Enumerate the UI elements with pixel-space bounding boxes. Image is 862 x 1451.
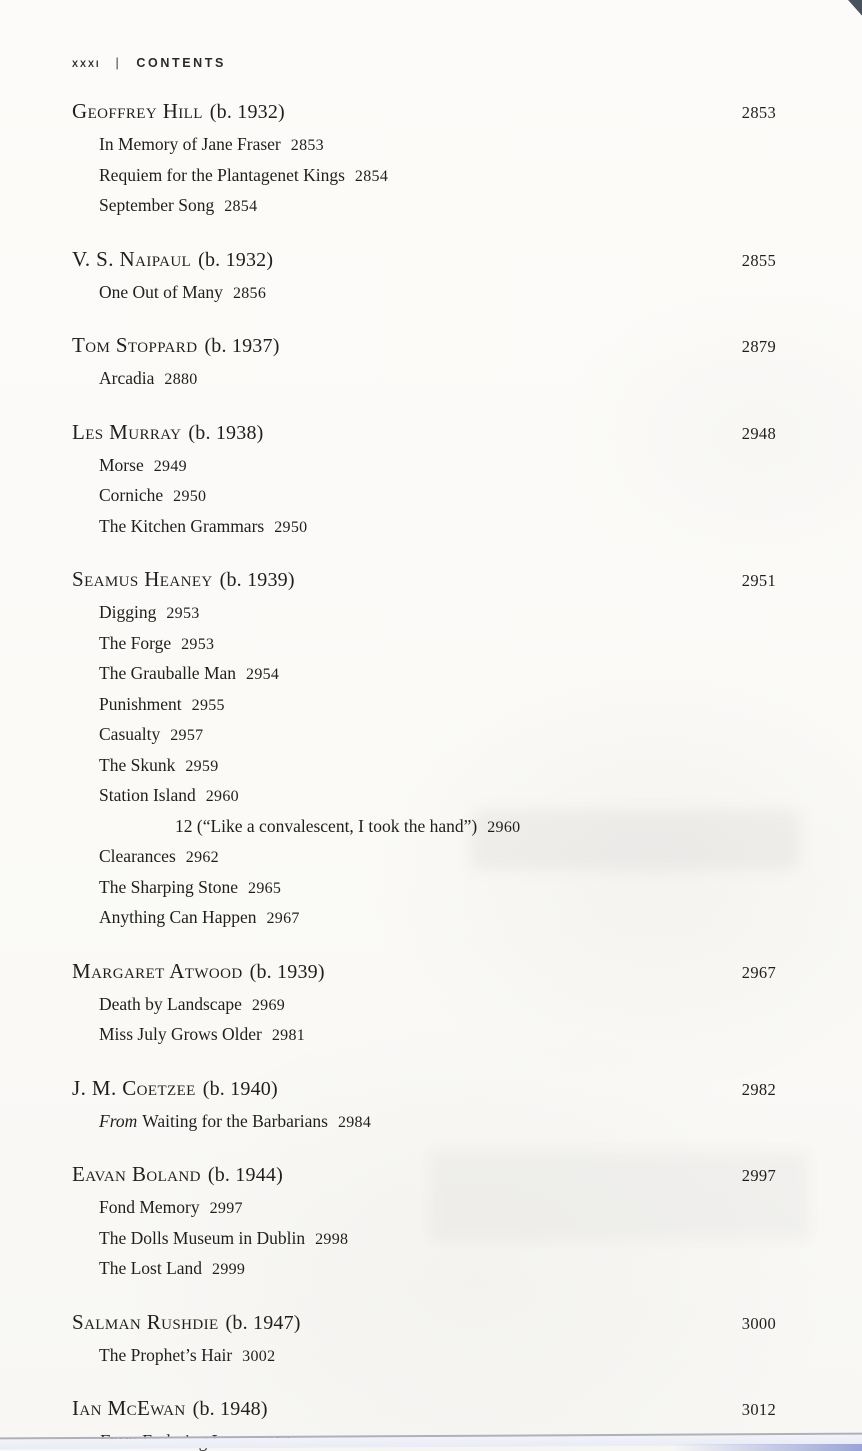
work-from-prefix: From — [99, 1110, 138, 1131]
author-page-number: 2951 — [741, 571, 776, 590]
author-page-number: 3000 — [741, 1313, 776, 1333]
author-page-number: 2948 — [741, 423, 776, 443]
toc-section — [72, 96, 776, 222]
work-entry — [99, 161, 776, 192]
work-list — [72, 598, 776, 934]
author-name: Tom Stoppard — [72, 333, 198, 357]
author-heading — [72, 1307, 776, 1339]
work-entry — [99, 451, 776, 482]
work-entry — [99, 720, 776, 751]
toc-section — [72, 330, 776, 395]
author-name: Seamus Heaney — [72, 567, 213, 591]
work-page-number: 2962 — [185, 849, 219, 866]
author-page-number: 2997 — [741, 1166, 776, 1185]
work-title: The Grauballe Man — [99, 663, 237, 683]
toc-section — [72, 1307, 776, 1372]
work-entry — [99, 278, 776, 309]
author-page-number: 2967 — [741, 962, 776, 982]
work-entry — [99, 781, 776, 812]
author-name: Eavan Boland — [72, 1162, 201, 1186]
work-title: In Memory of Jane Fraser — [99, 134, 281, 154]
work-entry — [99, 191, 776, 222]
work-page-number: 3002 — [242, 1347, 276, 1365]
work-title: One Out of Many — [99, 281, 223, 302]
work-title: The Skunk — [99, 754, 176, 775]
author-birth-year: (b. 1932) — [198, 248, 274, 271]
work-page-number: 2984 — [337, 1113, 372, 1131]
author-heading — [72, 956, 776, 988]
work-page-number: 2954 — [246, 666, 280, 683]
work-entry — [99, 659, 776, 690]
work-entry — [99, 130, 776, 161]
work-list — [72, 130, 776, 222]
work-title: The Lost Land — [99, 1258, 203, 1278]
work-title: Punishment — [99, 693, 182, 714]
work-entry — [99, 1020, 776, 1051]
work-title: The Prophet’s Hair — [99, 1344, 233, 1365]
author-name: J. M. Coetzee — [72, 1075, 196, 1100]
work-title: Anything Can Happen — [99, 907, 257, 927]
toc-section — [72, 417, 776, 543]
work-page-number: 2967 — [266, 910, 300, 927]
work-list — [72, 1193, 776, 1285]
work-entry — [99, 512, 776, 543]
folio-page-label: xxxi — [72, 56, 101, 70]
contents-title: CONTENTS — [136, 56, 226, 70]
work-title: Miss July Grows Older — [99, 1024, 262, 1044]
work-page-number: 2960 — [487, 818, 521, 836]
work-page-number: 2955 — [191, 696, 225, 714]
author-page-number: 2855 — [741, 250, 776, 270]
author-birth-year: (b. 1939) — [249, 960, 325, 983]
work-page-number: 2950 — [173, 488, 207, 505]
work-entry — [99, 903, 776, 934]
work-title: The Forge — [99, 632, 172, 653]
running-head-separator: | — [115, 56, 122, 70]
work-page-number: 2997 — [209, 1200, 243, 1217]
toc-section — [72, 1073, 776, 1138]
author-birth-year: (b. 1948) — [192, 1398, 268, 1420]
author-birth-year: (b. 1947) — [225, 1311, 301, 1334]
work-page-number: 2856 — [232, 284, 267, 302]
author-birth-year: (b. 1938) — [188, 421, 264, 444]
author-name: Ian McEwan — [72, 1396, 186, 1420]
author-birth-year: (b. 1944) — [207, 1164, 283, 1186]
toc-section — [72, 564, 776, 934]
author-page-number: 3012 — [741, 1400, 776, 1419]
work-entry — [99, 990, 776, 1021]
work-title: 12 (“Like a convalescent, I took the hand”) — [175, 815, 478, 836]
author-page-number: 2879 — [741, 337, 776, 356]
work-list — [72, 364, 776, 395]
author-name: Geoffrey Hill — [72, 99, 203, 123]
work-page-number: 2959 — [185, 757, 219, 775]
work-entry — [99, 1254, 776, 1285]
work-page-number: 2880 — [164, 371, 198, 388]
work-page-number: 2949 — [153, 457, 187, 475]
author-birth-year: (b. 1939) — [219, 569, 295, 591]
toc-section — [72, 1159, 776, 1285]
work-list — [72, 1107, 776, 1138]
work-entry — [99, 1341, 776, 1372]
work-page-number: 2960 — [205, 788, 239, 805]
work-title: Death by Landscape — [99, 993, 242, 1014]
work-page-number: 2969 — [251, 996, 286, 1014]
work-list — [72, 990, 776, 1051]
work-list — [72, 451, 776, 543]
work-title: Requiem for the Plantagenet Kings — [99, 164, 345, 185]
work-title: September Song — [99, 195, 215, 215]
author-birth-year: (b. 1940) — [202, 1077, 278, 1100]
author-page-number: 2982 — [741, 1079, 776, 1099]
author-heading — [72, 1393, 776, 1425]
work-title: Digging — [99, 602, 157, 622]
work-entry — [99, 751, 776, 782]
work-entry — [99, 1193, 776, 1224]
work-entry — [99, 1107, 776, 1138]
work-page-number: 2999 — [212, 1261, 246, 1278]
work-entry — [99, 842, 776, 873]
work-page-number: 2953 — [166, 605, 200, 622]
work-page-number: 2854 — [354, 167, 389, 185]
author-heading — [72, 1159, 776, 1191]
work-list — [72, 278, 776, 309]
work-page-number: 2981 — [271, 1027, 306, 1044]
author-name: Margaret Atwood — [72, 958, 243, 983]
work-title: The Sharping Stone — [99, 876, 239, 897]
work-entry — [99, 629, 776, 660]
work-entry — [99, 1224, 776, 1255]
author-name: Salman Rushdie — [72, 1309, 219, 1334]
work-entry — [99, 873, 776, 904]
work-page-number: 2957 — [170, 727, 204, 744]
toc-list — [72, 96, 776, 1451]
work-title: Corniche — [99, 485, 164, 505]
author-birth-year: (b. 1932) — [209, 101, 285, 123]
work-title: Clearances — [99, 846, 176, 866]
work-entry — [175, 812, 776, 843]
work-title: Waiting for the Barbarians — [142, 1110, 328, 1131]
work-title: The Kitchen Grammars — [99, 515, 265, 536]
page-bottom-tint — [672, 1444, 862, 1451]
author-name: V. S. Naipaul — [72, 246, 192, 271]
work-entry — [99, 481, 776, 512]
toc-section — [72, 244, 776, 309]
work-title: Casualty — [99, 724, 161, 744]
author-page-number: 2853 — [741, 103, 776, 122]
work-title: Station Island — [99, 785, 196, 805]
author-heading — [72, 417, 776, 449]
author-birth-year: (b. 1937) — [204, 335, 280, 357]
work-entry — [99, 598, 776, 629]
work-page-number: 2998 — [315, 1230, 349, 1248]
work-title: Arcadia — [99, 368, 155, 388]
work-title: The Dolls Museum in Dublin — [99, 1227, 306, 1248]
author-heading — [72, 1073, 776, 1105]
work-page-number: 2854 — [224, 198, 258, 215]
work-page-number: 2965 — [248, 879, 282, 897]
author-heading — [72, 564, 776, 596]
author-heading — [72, 244, 776, 276]
work-title: Fond Memory — [99, 1197, 200, 1217]
work-list — [72, 1341, 776, 1372]
running-head — [72, 56, 776, 70]
work-entry — [99, 690, 776, 721]
work-title: Morse — [99, 454, 144, 475]
work-page-number: 2853 — [290, 137, 324, 154]
work-page-number: 2950 — [274, 518, 308, 536]
author-heading — [72, 96, 776, 128]
work-entry — [99, 364, 776, 395]
author-name: Les Murray — [72, 419, 182, 444]
toc-section — [72, 956, 776, 1051]
author-heading — [72, 330, 776, 362]
work-page-number: 2953 — [181, 635, 215, 653]
